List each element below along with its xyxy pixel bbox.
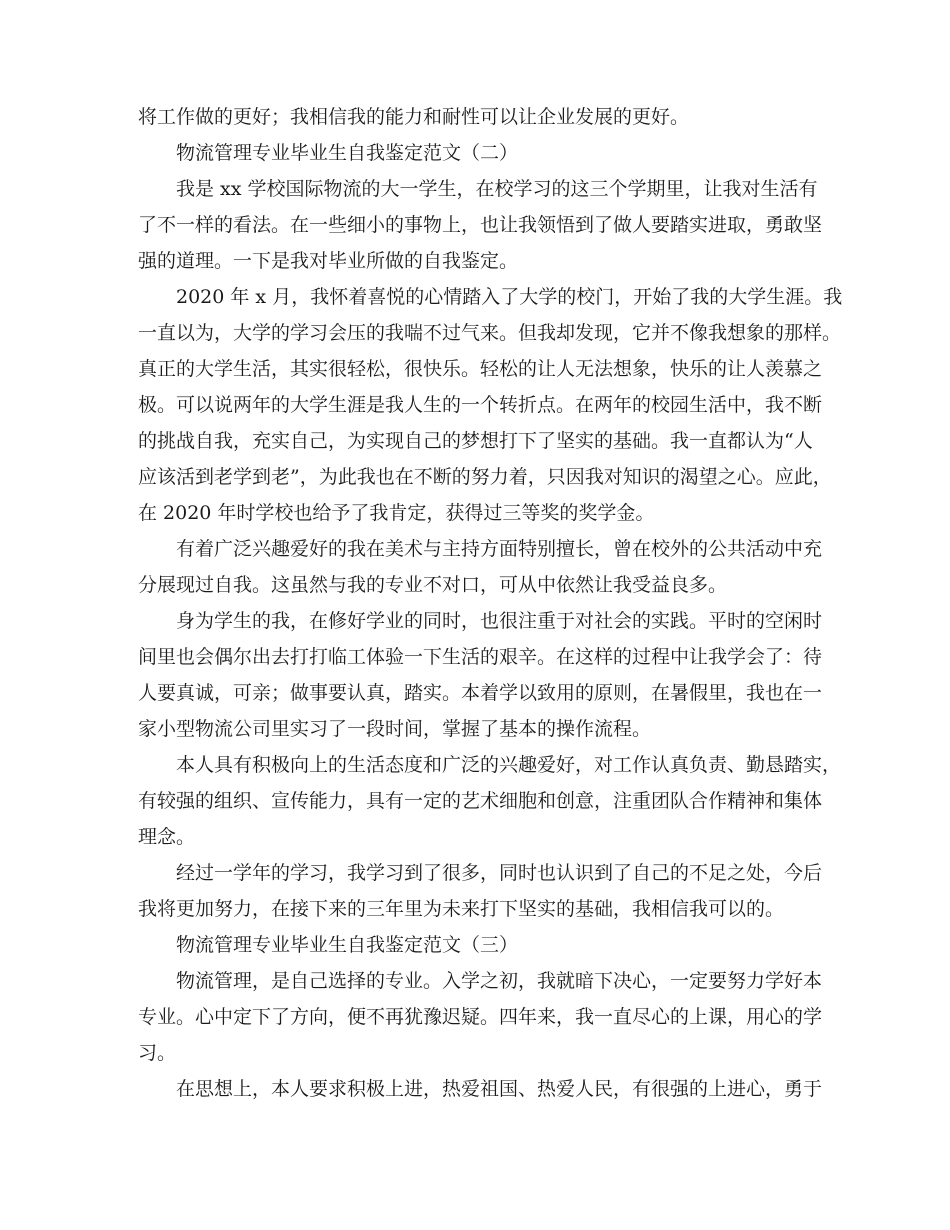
text-line: 有较强的组织、宣传能力，具有一定的艺术细胞和创意，注重团队合作精神和集体: [138, 790, 823, 812]
text-line: 我将更加努力，在接下来的三年里为未来打下坚实的基础，我相信我可以的。: [138, 898, 785, 920]
text-line: 家小型物流公司里实习了一段时间，掌握了基本的操作流程。: [138, 718, 652, 740]
text-line: 一直以为，大学的学习会压的我喘不过气来。但我却发现，它并不像我想象的那样。: [138, 322, 842, 344]
text-line: 应该活到老学到老”，为此我也在不断的努力着，只因我对知识的渴望之心。应此，: [138, 466, 832, 488]
text-line: 分展现过自我。这虽然与我的专业不对口，可从中依然让我受益良多。: [138, 574, 728, 596]
text-line: 本人具有积极向上的生活态度和广泛的兴趣爱好，对工作认真负责、勤恳踏实，: [176, 754, 842, 776]
text-line: 身为学生的我，在修好学业的同时，也很注重于对社会的实践。平时的空闲时: [176, 610, 823, 632]
text-line: 的挑战自我，充实自己，为实现自己的梦想打下了坚实的基础。我一直都认为“人: [138, 430, 813, 452]
text-line: 在思想上，本人要求积极上进，热爱祖国、热爱人民，有很强的上进心，勇于: [176, 1078, 823, 1100]
text-line: 间里也会偶尔出去打打临工体验一下生活的艰辛。在这样的过程中让我学会了：待: [138, 646, 823, 668]
text-line: 物流管理专业毕业生自我鉴定范文（二）: [176, 142, 519, 164]
text-line: 我是 xx 学校国际物流的大一学生，在校学习的这三个学期里，让我对生活有: [176, 178, 818, 200]
text-line: 物流管理专业毕业生自我鉴定范文（三）: [176, 934, 519, 956]
text-line: 专业。心中定下了方向，便不再犹豫迟疑。四年来，我一直尽心的上课，用心的学: [138, 1006, 823, 1028]
text-line: 在 2020 年时学校也给予了我肯定，获得过三等奖的奖学金。: [138, 502, 655, 524]
text-line: 经过一学年的学习，我学习到了很多，同时也认识到了自己的不足之处，今后: [176, 862, 823, 884]
text-line: 有着广泛兴趣爱好的我在美术与主持方面特别擅长，曾在校外的公共活动中充: [176, 538, 823, 560]
text-line: 真正的大学生活，其实很轻松，很快乐。轻松的让人无法想象，快乐的让人羡慕之: [138, 358, 823, 380]
text-line: 强的道理。一下是我对毕业所做的自我鉴定。: [138, 250, 519, 272]
text-line: 习。: [138, 1042, 177, 1064]
text-line: 极。可以说两年的大学生涯是我人生的一个转折点。在两年的校园生活中，我不断: [138, 394, 823, 416]
text-line: 理念。: [138, 826, 196, 848]
text-line: 了不一样的看法。在一些细小的事物上，也让我领悟到了做人要踏实进取，勇敢坚: [138, 214, 823, 236]
text-line: 将工作做的更好；我相信我的能力和耐性可以让企业发展的更好。: [138, 106, 690, 128]
text-line: 2020 年 x 月，我怀着喜悦的心情踏入了大学的校门，开始了我的大学生涯。我: [176, 286, 843, 308]
text-line: 物流管理，是自己选择的专业。入学之初，我就暗下决心，一定要努力学好本: [176, 970, 823, 992]
text-line: 人要真诚，可亲；做事要认真，踏实。本着学以致用的原则，在暑假里，我也在一: [138, 682, 823, 704]
